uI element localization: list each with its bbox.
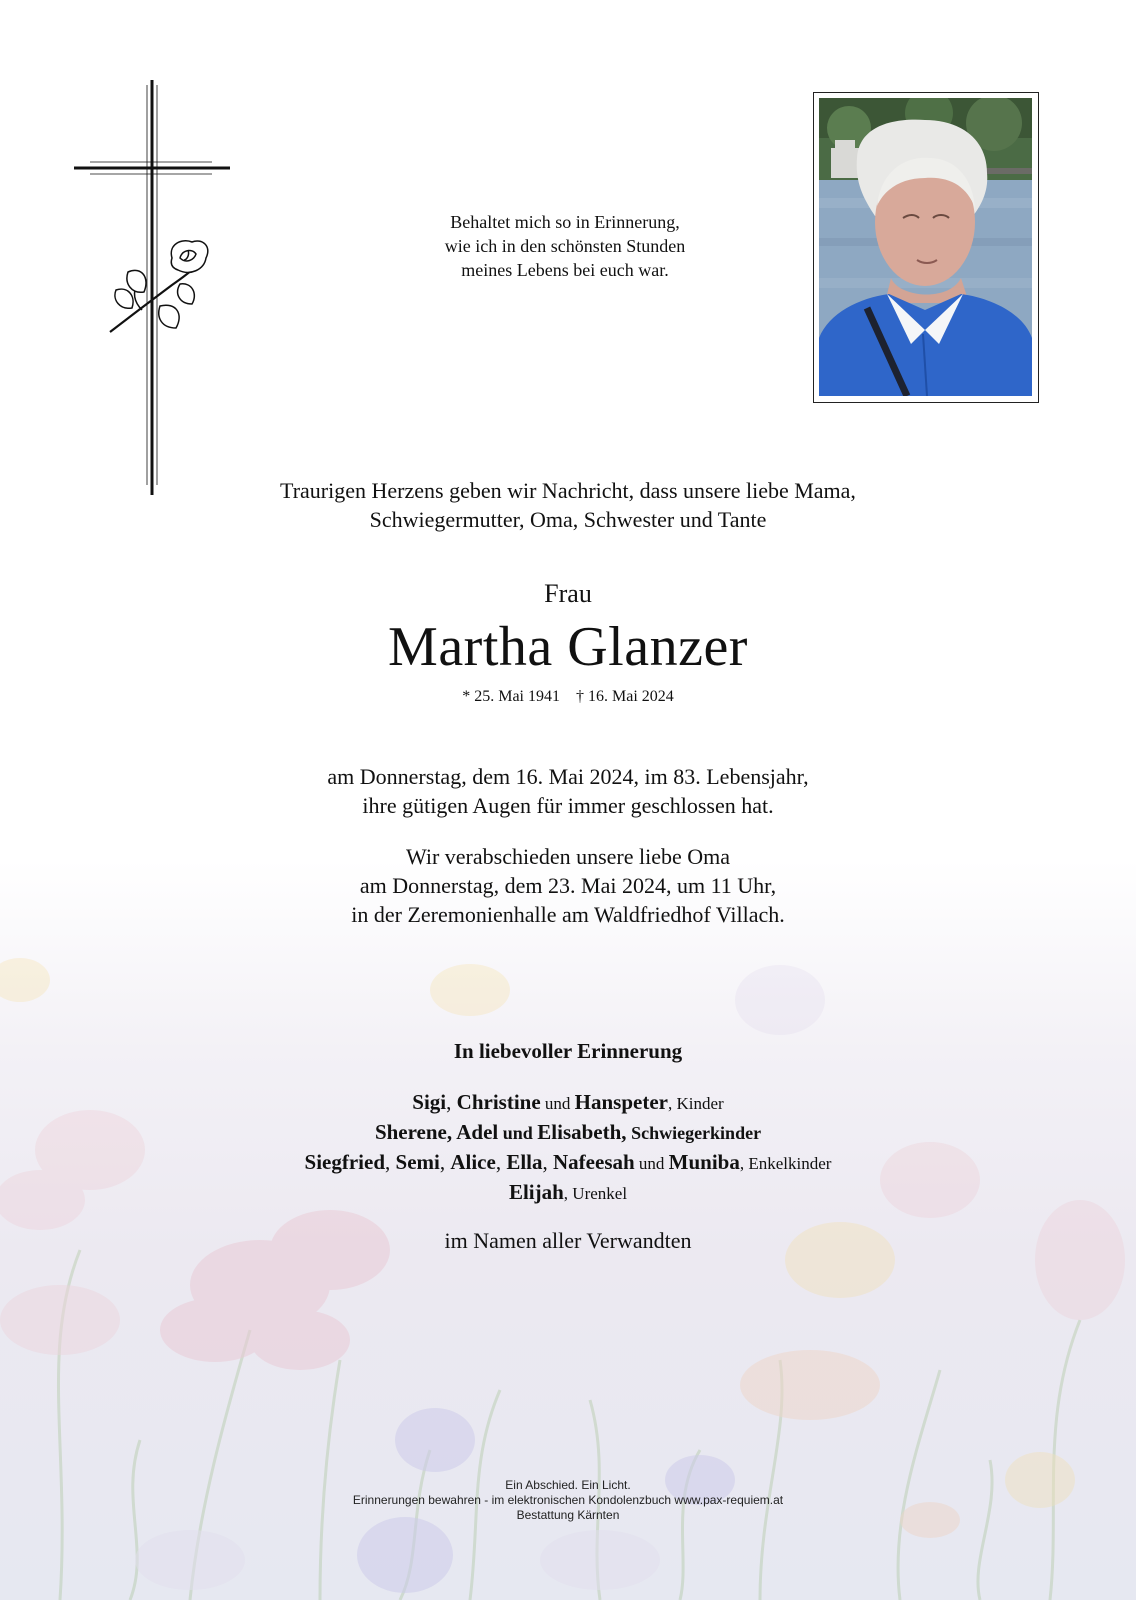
grandchildren-line [0,1148,1136,1178]
relation-label: , Enkelkinder [739,1154,832,1173]
separator: , [385,1150,396,1174]
death-date: † 16. Mai 2024 [576,688,674,705]
mourner-name: Elisabeth, [537,1120,627,1144]
announcement-intro [0,476,1136,534]
passing-line: ihre gütigen Augen für immer geschlossen hat. [362,793,774,818]
passing-text [0,762,1136,820]
in-laws-line [0,1118,1136,1148]
mourner-name: Sherene, Adel [374,1120,499,1144]
closing-line: im Namen aller Verwandten [444,1228,692,1253]
mourners-list [0,1088,1136,1208]
quote-line: wie ich in den schönsten Stunden [444,236,686,256]
deceased-title: Frau [544,579,592,608]
deceased-name: Martha Glanzer [388,616,748,678]
mourner-name: Siegfried [304,1150,386,1174]
intro-line: Schwiegermutter, Oma, Schwester und Tante [369,507,767,532]
memorial-quote [380,210,750,282]
great-grandchildren-line [0,1178,1136,1208]
funeral-line: am Donnerstag, dem 23. Mai 2024, um 11 Uhr, [359,873,777,898]
separator: und [634,1154,669,1173]
footer-line: Bestattung Kärnten [516,1508,620,1522]
children-line [0,1088,1136,1118]
mourner-name: Alice [450,1150,496,1174]
mourner-name: Elijah [508,1180,564,1204]
mourner-name: Nafeesah [553,1150,635,1174]
mourner-name: Ella [506,1150,543,1174]
mourner-name: Sigi [412,1090,447,1114]
relation-label: , Urenkel [563,1184,628,1203]
footer-line: Erinnerungen bewahren - im elektronischen Kondolenzbuch www.pax-requiem.at [352,1493,784,1507]
mourner-name: Christine [456,1090,541,1114]
passing-line: am Donnerstag, dem 16. Mai 2024, im 83. Lebensjahr, [327,764,809,789]
intro-line: Traurigen Herzens geben wir Nachricht, dass unsere liebe Mama, [280,478,856,503]
separator: und [498,1123,538,1143]
footer-line: Ein Abschied. Ein Licht. [505,1478,631,1492]
mourner-name: Muniba [668,1150,740,1174]
portrait-photo-frame [813,92,1039,403]
relation-label: , Kinder [667,1094,724,1113]
quote-line: meines Lebens bei euch war. [461,260,669,280]
separator: , [542,1150,554,1174]
funeral-line: Wir verabschieden unsere liebe Oma [405,844,731,869]
memory-heading: In liebevoller Erinnerung [453,1039,683,1063]
mourner-name: Hanspeter [574,1090,668,1114]
cross-with-rose-icon [72,80,232,500]
life-dates [0,686,1136,708]
footer [0,1478,1136,1523]
separator: , [446,1090,457,1114]
quote-line: Behaltet mich so in Erinnerung, [450,212,680,232]
separator: , [495,1150,507,1174]
funeral-line: in der Zeremonienhalle am Waldfriedhof Villach. [351,902,785,927]
separator: und [540,1094,575,1113]
funeral-details [0,842,1136,929]
relation-label: Schwiegerkinder [626,1123,762,1143]
separator: , [439,1150,451,1174]
portrait-photo [819,98,1032,396]
mourner-name: Semi [395,1150,440,1174]
birth-date: * 25. Mai 1941 [462,688,560,705]
